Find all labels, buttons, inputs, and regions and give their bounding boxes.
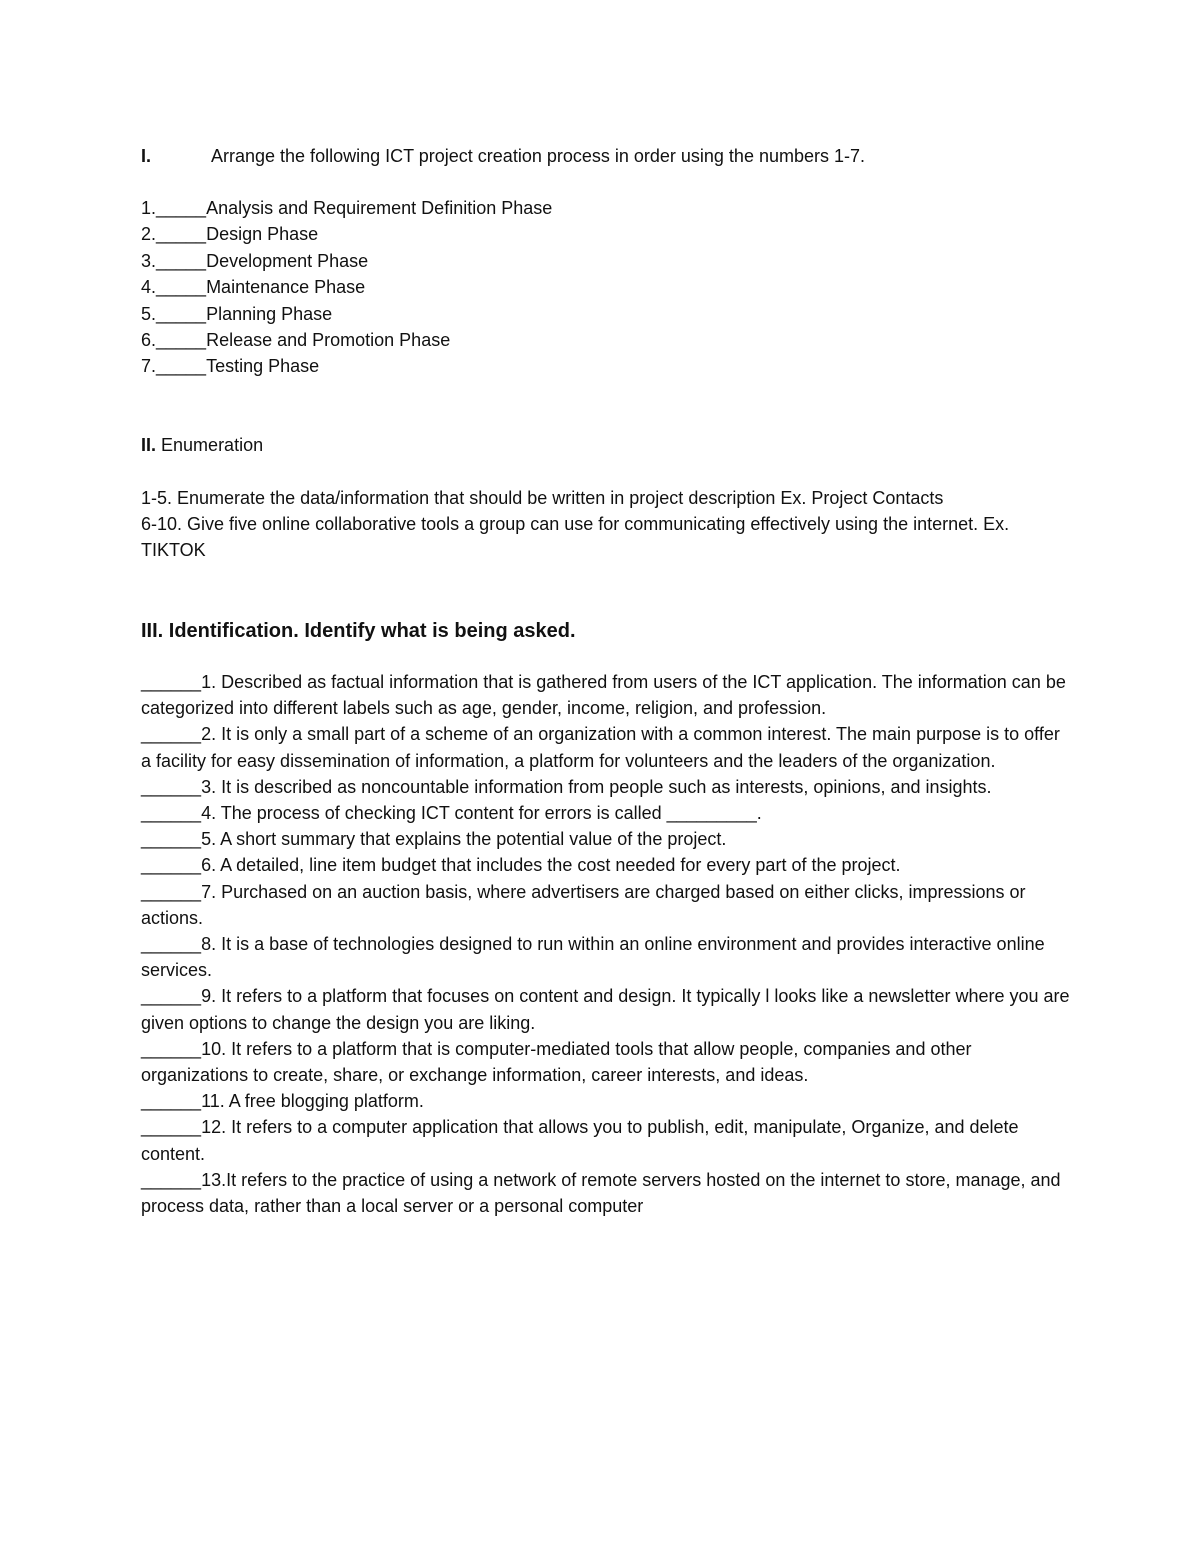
identification-item: ______2. It is only a small part of a scheme of an organization with a common interest. The main purpose is to offer a facility for easy dissemination of information, a platform for volunteers and the leaders of the organization.	[141, 724, 1060, 771]
section-1-heading	[141, 143, 865, 169]
phase-item: 3._____Development Phase	[141, 250, 369, 271]
identification-item: ______12. It refers to a computer application that allows you to publish, edit, manipulate, Organize, and delete content.	[141, 1117, 1019, 1164]
identification-block	[141, 669, 1071, 1219]
identification-item: ______1. Described as factual information that is gathered from users of the ICT application. The information can be categorized into different labels such as age, gender, income, religion, and profession.	[141, 672, 1066, 719]
identification-item: ______8. It is a base of technologies designed to run within an online environment and provides interactive online services.	[141, 934, 1045, 981]
phase-item: 7._____Testing Phase	[141, 356, 320, 377]
phase-item: 5._____Planning Phase	[141, 303, 333, 324]
identification-item: ______4. The process of checking ICT content for errors is called _________.	[141, 803, 762, 824]
section-2-heading	[141, 432, 263, 458]
enumeration-block	[141, 485, 1061, 563]
section-2-title: Enumeration	[161, 435, 264, 455]
identification-item: ______6. A detailed, line item budget that includes the cost needed for every part of the project.	[141, 855, 901, 876]
identification-item: ______5. A short summary that explains the potential value of the project.	[141, 829, 727, 850]
section-1-number: I.	[141, 146, 152, 166]
section-1-instruction: Arrange the following ICT project creation process in order using the numbers 1-7.	[211, 146, 866, 166]
enumeration-item: 6-10. Give five online collaborative tools a group can use for communicating effectively using the internet. Ex. TIKTOK	[141, 514, 1010, 560]
identification-item: ______13.It refers to the practice of using a network of remote servers hosted on the internet to store, manage, and process data, rather than a local server or a personal computer	[141, 1169, 1061, 1217]
identification-item: ______10. It refers to a platform that is computer-mediated tools that allow people, companies and other organizations to create, share, or exchange information, career interests, and ideas.	[141, 1038, 972, 1086]
phase-item: 1._____Analysis and Requirement Definition Phase	[141, 198, 553, 218]
identification-item: ______7. Purchased on an auction basis, where advertisers are charged based on either clicks, impressions or actions.	[141, 881, 1026, 928]
phase-item: 2._____Design Phase	[141, 224, 319, 245]
phase-list	[141, 195, 552, 380]
phase-item: 6._____Release and Promotion Phase	[141, 330, 451, 351]
phase-item: 4._____Maintenance Phase	[141, 277, 366, 298]
identification-item: ______11. A free blogging platform.	[141, 1091, 424, 1112]
identification-item: ______3. It is described as noncountable information from people such as interests, opinions, and insights.	[141, 776, 992, 797]
section-3-heading: III. Identification. Identify what is being asked.	[141, 620, 576, 642]
section-2-number: II.	[141, 435, 157, 455]
enumeration-item: 1-5. Enumerate the data/information that should be written in project description Ex. Project Contacts	[141, 488, 944, 508]
identification-item: ______9. It refers to a platform that focuses on content and design. It typically l looks like a newsletter where you are given options to change the design you are liking.	[141, 986, 1070, 1033]
